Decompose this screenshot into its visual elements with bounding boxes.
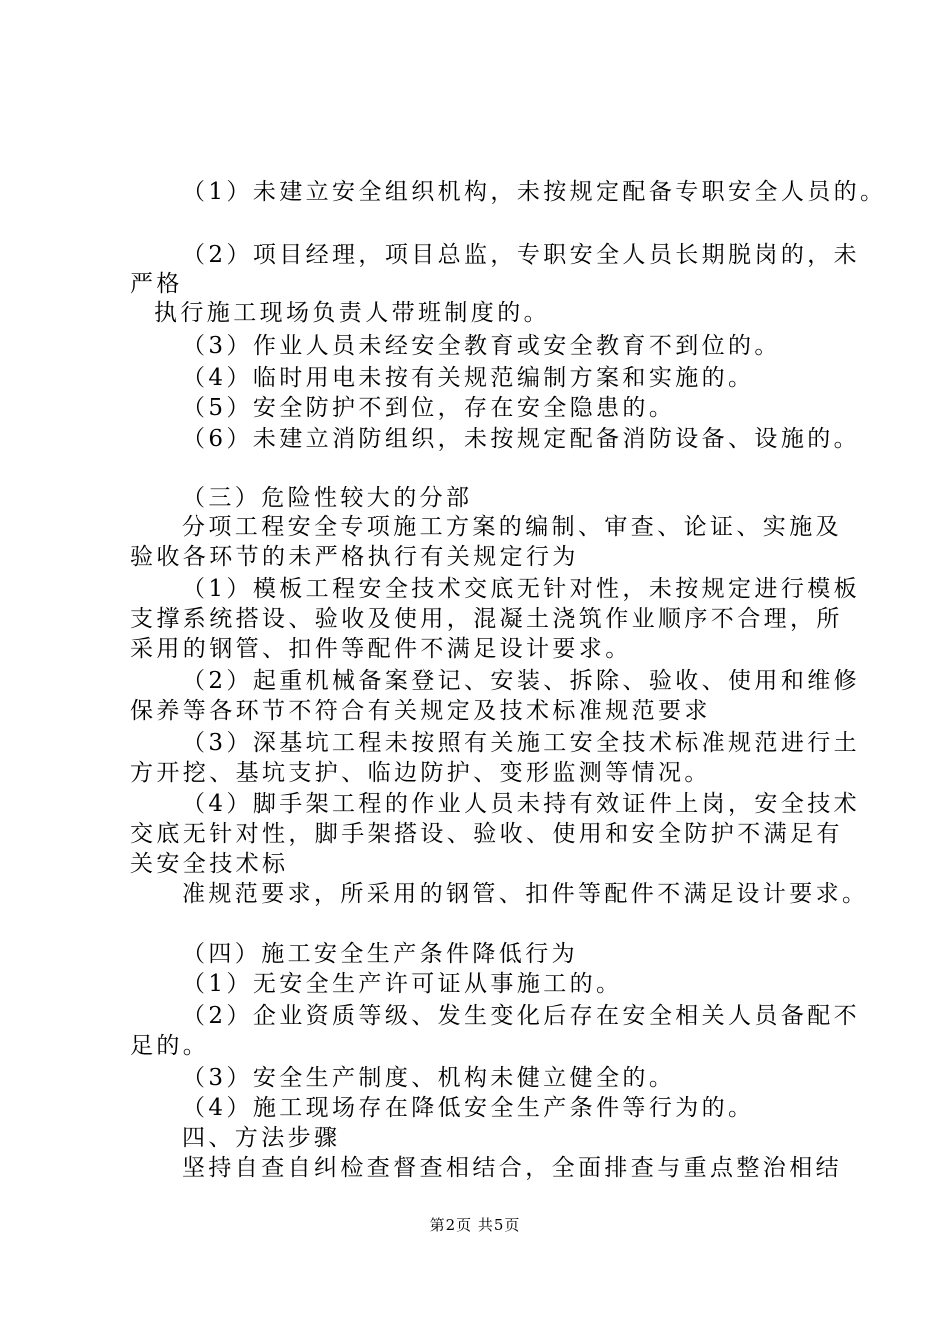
- page-footer: 第2页 共5页: [429, 1216, 521, 1234]
- text-line: （2）企业资质等级、发生变化后存在安全相关人员备配不: [182, 1003, 861, 1029]
- text-line: 执行施工现场负责人带班制度的。: [154, 300, 550, 326]
- section-heading: （三）危险性较大的分部: [182, 485, 473, 511]
- text-line: 交底无针对性，脚手架搭设、验收、使用和安全防护不满足有: [130, 821, 843, 847]
- text-line: 验收各环节的未严格执行有关规定行为: [130, 544, 579, 570]
- text-line: 严格: [130, 271, 183, 297]
- text-line: 关安全技术标: [130, 851, 289, 877]
- text-line: （6）未建立消防组织，未按规定配备消防设备、设施的。: [182, 426, 861, 452]
- text-line: 方开挖、基坑支护、临边防护、变形监测等情况。: [130, 760, 711, 786]
- text-line: 采用的钢管、扣件等配件不满足设计要求。: [130, 636, 632, 662]
- text-line: 保养等各环节不符合有关规定及技术标准规范要求: [130, 698, 711, 724]
- text-line: （5）安全防护不到位，存在安全隐患的。: [182, 395, 676, 421]
- text-line: （1）未建立安全组织机构，未按规定配备专职安全人员的。: [182, 179, 887, 205]
- section-heading: 四、方法步骤: [182, 1125, 341, 1151]
- text-line: （4）施工现场存在降低安全生产条件等行为的。: [182, 1095, 755, 1121]
- text-line: 足的。: [130, 1033, 210, 1059]
- text-line: 分项工程安全专项施工方案的编制、审查、论证、实施及: [182, 514, 842, 540]
- text-line: （4）临时用电未按有关规范编制方案和实施的。: [182, 365, 755, 391]
- text-line: 坚持自查自纠检查督查相结合，全面排查与重点整治相结: [182, 1155, 842, 1181]
- text-line: （3）作业人员未经安全教育或安全教育不到位的。: [182, 333, 781, 359]
- text-line: （2）项目经理，项目总监，专职安全人员长期脱岗的，未: [182, 242, 861, 268]
- section-heading: （四）施工安全生产条件降低行为: [182, 941, 578, 967]
- text-line: （3）安全生产制度、机构未健立健全的。: [182, 1065, 676, 1091]
- text-line: （4）脚手架工程的作业人员未持有效证件上岗，安全技术: [182, 791, 861, 817]
- text-line: （1）无安全生产许可证从事施工的。: [182, 971, 623, 997]
- text-line: 准规范要求，所采用的钢管、扣件等配件不满足设计要求。: [182, 881, 869, 907]
- text-line: （1）模板工程安全技术交底无针对性，未按规定进行模板: [182, 576, 861, 602]
- text-line: 支撑系统搭设、验收及使用，混凝土浇筑作业顺序不合理，所: [130, 606, 843, 632]
- text-line: （2）起重机械备案登记、安装、拆除、验收、使用和维修: [182, 668, 861, 694]
- text-line: （3）深基坑工程未按照有关施工安全技术标准规范进行土: [182, 730, 861, 756]
